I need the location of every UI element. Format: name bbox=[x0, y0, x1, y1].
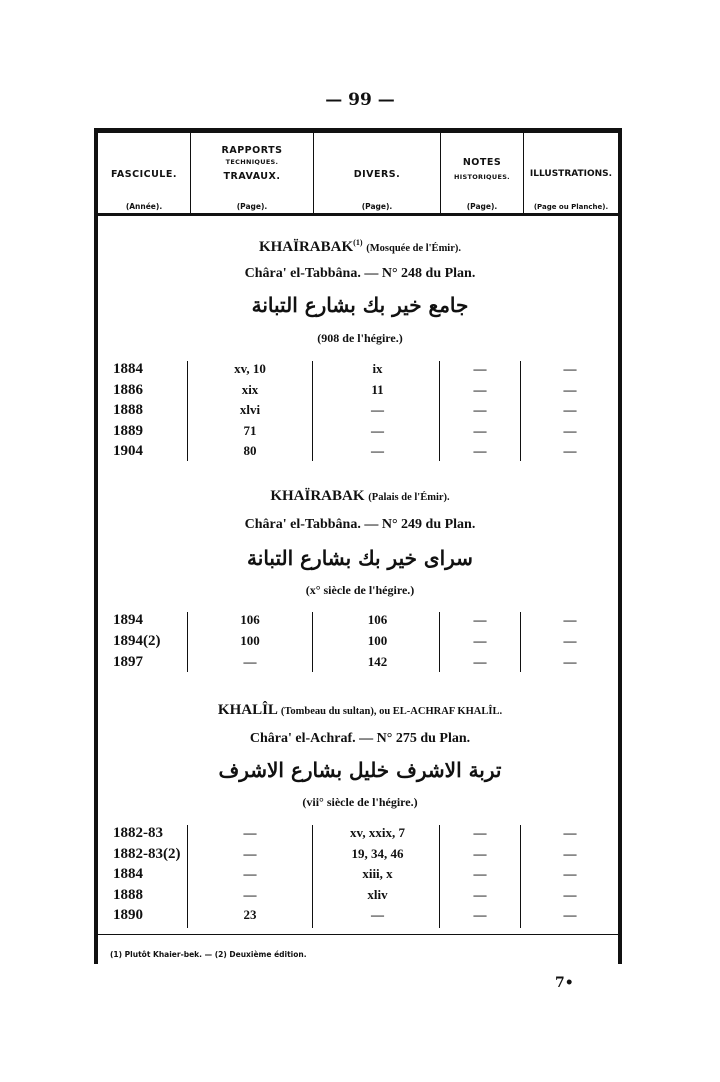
street-reference: Châra' el-Tabbâna. — N° 248 du Plan. bbox=[244, 266, 476, 281]
rapports-cell: xlvi bbox=[239, 402, 261, 417]
footnote-rule bbox=[98, 934, 618, 935]
rapports-cell: 23 bbox=[243, 907, 257, 922]
rapports-cell: 100 bbox=[240, 633, 260, 648]
divers-cell: — bbox=[371, 422, 384, 438]
section-title bbox=[0, 702, 720, 719]
divers-cell: — bbox=[371, 907, 384, 922]
year-cell: 1882-83 bbox=[113, 825, 163, 841]
year-cell: 1888 bbox=[113, 886, 143, 903]
column-rule bbox=[187, 361, 188, 461]
year-cell: 1897 bbox=[113, 654, 143, 670]
column-rule bbox=[187, 825, 188, 928]
rapports-cell: xv, 10 bbox=[234, 361, 266, 376]
header-rapports-sub: (Page). bbox=[236, 202, 268, 211]
signature-mark: 7• bbox=[555, 975, 574, 991]
header-illustrations bbox=[524, 133, 618, 213]
column-rule bbox=[312, 825, 313, 928]
section-title bbox=[0, 488, 720, 505]
header-rapports-line1: RAPPORTS bbox=[221, 145, 283, 156]
rapports-cell: 71 bbox=[243, 422, 257, 438]
column-rule bbox=[439, 361, 440, 461]
table-row bbox=[0, 423, 720, 444]
arabic-title: سراى خير بك بشارع التبانة bbox=[247, 546, 473, 570]
table-row bbox=[0, 654, 720, 675]
rapports-cell: — bbox=[243, 886, 257, 902]
section-title bbox=[0, 238, 720, 256]
table-row bbox=[0, 443, 720, 464]
illustrations-cell: — bbox=[563, 443, 577, 458]
year-cell: 1882-83(2) bbox=[113, 845, 181, 862]
header-fascicule bbox=[98, 133, 190, 213]
illustrations-cell: — bbox=[563, 845, 577, 861]
table-row bbox=[0, 866, 720, 887]
divers-cell: ix bbox=[372, 361, 383, 376]
header-notes-line2: HISTORIQUES. bbox=[454, 173, 510, 181]
rapports-cell: — bbox=[243, 654, 257, 669]
rapports-cell: 80 bbox=[243, 443, 257, 458]
header-illustrations-sub: (Page ou Planche). bbox=[533, 203, 609, 211]
monument-subtitle: (Mosquée de l'Émir). bbox=[366, 243, 462, 254]
notes-cell: — bbox=[473, 422, 487, 438]
notes-cell: — bbox=[473, 443, 487, 458]
table-row bbox=[0, 361, 720, 382]
arabic-title: جامع خير بك بشارع التبانة bbox=[251, 293, 469, 317]
notes-cell: — bbox=[473, 907, 487, 922]
divers-cell: xv, xxix, 7 bbox=[350, 825, 405, 840]
year-cell: 1886 bbox=[113, 381, 143, 398]
year-cell: 1889 bbox=[113, 422, 143, 439]
monument-name: KHAÏRABAK bbox=[270, 488, 365, 504]
notes-cell: — bbox=[473, 402, 487, 417]
notes-cell: — bbox=[473, 886, 487, 902]
year-cell: 1884 bbox=[113, 361, 143, 377]
street-reference: Châra' el-Achraf. — N° 275 du Plan. bbox=[249, 731, 471, 746]
header-divers-sub: (Page). bbox=[361, 202, 393, 211]
table-row bbox=[0, 612, 720, 633]
illustrations-cell: — bbox=[563, 654, 577, 669]
illustrations-cell: — bbox=[563, 422, 577, 438]
monument-subtitle: (Palais de l'Émir). bbox=[368, 492, 450, 503]
street-reference: Châra' el-Tabbâna. — N° 249 du Plan. bbox=[244, 517, 476, 532]
illustrations-cell: — bbox=[563, 825, 577, 840]
rapports-cell: xix bbox=[241, 381, 259, 397]
illustrations-cell: — bbox=[563, 381, 577, 397]
illustrations-cell: — bbox=[563, 402, 577, 417]
divers-cell: 11 bbox=[371, 381, 384, 397]
footnote-ref: (1) bbox=[353, 238, 363, 247]
header-rapports bbox=[191, 133, 313, 213]
century-note: (vii° siècle de l'hégire.) bbox=[302, 795, 418, 809]
year-cell: 1894 bbox=[113, 612, 143, 628]
table-row bbox=[0, 402, 720, 423]
divers-cell: — bbox=[371, 402, 384, 417]
header-notes-sub: (Page). bbox=[466, 202, 498, 211]
header-divers bbox=[314, 133, 440, 213]
notes-cell: — bbox=[473, 866, 487, 881]
illustrations-cell: — bbox=[563, 866, 577, 881]
year-cell: 1894(2) bbox=[113, 633, 161, 649]
year-cell: 1890 bbox=[113, 907, 143, 923]
rapports-cell: — bbox=[243, 825, 257, 840]
monument-name: KHALÎL bbox=[217, 702, 278, 718]
year-cell: 1904 bbox=[113, 443, 143, 459]
column-rule bbox=[312, 612, 313, 672]
divers-cell: — bbox=[371, 443, 384, 458]
table-row bbox=[0, 887, 720, 908]
notes-cell: — bbox=[473, 654, 487, 669]
illustrations-cell: — bbox=[563, 361, 577, 376]
header-notes-line1: NOTES bbox=[462, 157, 502, 168]
column-rule bbox=[439, 825, 440, 928]
century-note: (908 de l'hégire.) bbox=[317, 331, 403, 345]
rapports-cell: — bbox=[243, 866, 257, 881]
table-row bbox=[0, 633, 720, 654]
divers-cell: 100 bbox=[367, 633, 388, 648]
monument-subtitle: (Tombeau du sultan), ou EL-ACHRAF KHALÎL. bbox=[280, 706, 503, 717]
column-rule bbox=[520, 612, 521, 672]
column-rule bbox=[520, 361, 521, 461]
header-rapports-line2: TECHNIQUES. bbox=[225, 158, 279, 166]
table-row bbox=[0, 825, 720, 846]
column-rule bbox=[312, 361, 313, 461]
page-number: — 99 — bbox=[325, 90, 395, 110]
notes-cell: — bbox=[473, 633, 487, 648]
column-rule bbox=[439, 612, 440, 672]
header-fascicule-sub: (Année). bbox=[125, 202, 163, 211]
year-cell: 1888 bbox=[113, 402, 143, 418]
illustrations-cell: — bbox=[563, 886, 577, 902]
notes-cell: — bbox=[473, 612, 487, 627]
divers-cell: 106 bbox=[367, 612, 388, 627]
divers-cell: xiii, x bbox=[362, 866, 393, 881]
header-divers-label: DIVERS. bbox=[353, 169, 401, 180]
notes-cell: — bbox=[473, 845, 487, 861]
illustrations-cell: — bbox=[563, 907, 577, 922]
monument-name: KHAÏRABAK bbox=[258, 239, 354, 255]
rapports-cell: 106 bbox=[240, 612, 260, 627]
header-notes bbox=[441, 133, 523, 213]
divers-cell: 19, 34, 46 bbox=[351, 845, 404, 861]
table-row bbox=[0, 907, 720, 928]
table-row bbox=[0, 382, 720, 403]
column-rule bbox=[520, 825, 521, 928]
header-fascicule-label: FASCICULE. bbox=[111, 169, 177, 180]
notes-cell: — bbox=[473, 825, 487, 840]
rapports-cell: — bbox=[243, 845, 257, 861]
notes-cell: — bbox=[473, 361, 487, 376]
header-rapports-line3: TRAVAUX. bbox=[223, 171, 281, 182]
year-cell: 1884 bbox=[113, 866, 143, 882]
arabic-title: تربة الاشرف خليل بشارع الاشرف bbox=[218, 758, 502, 782]
illustrations-cell: — bbox=[563, 612, 577, 627]
notes-cell: — bbox=[473, 381, 487, 397]
column-rule bbox=[187, 612, 188, 672]
divers-cell: 142 bbox=[367, 654, 388, 669]
century-note: (x° siècle de l'hégire.) bbox=[305, 583, 415, 597]
table-row bbox=[0, 846, 720, 867]
table-header bbox=[98, 133, 618, 216]
illustrations-cell: — bbox=[563, 633, 577, 648]
divers-cell: xliv bbox=[367, 886, 388, 902]
footnote: (1) Plutôt Khaier-bek. — (2) Deuxième édition. bbox=[110, 950, 307, 959]
header-illustrations-label: ILLUSTRATIONS. bbox=[529, 169, 613, 179]
